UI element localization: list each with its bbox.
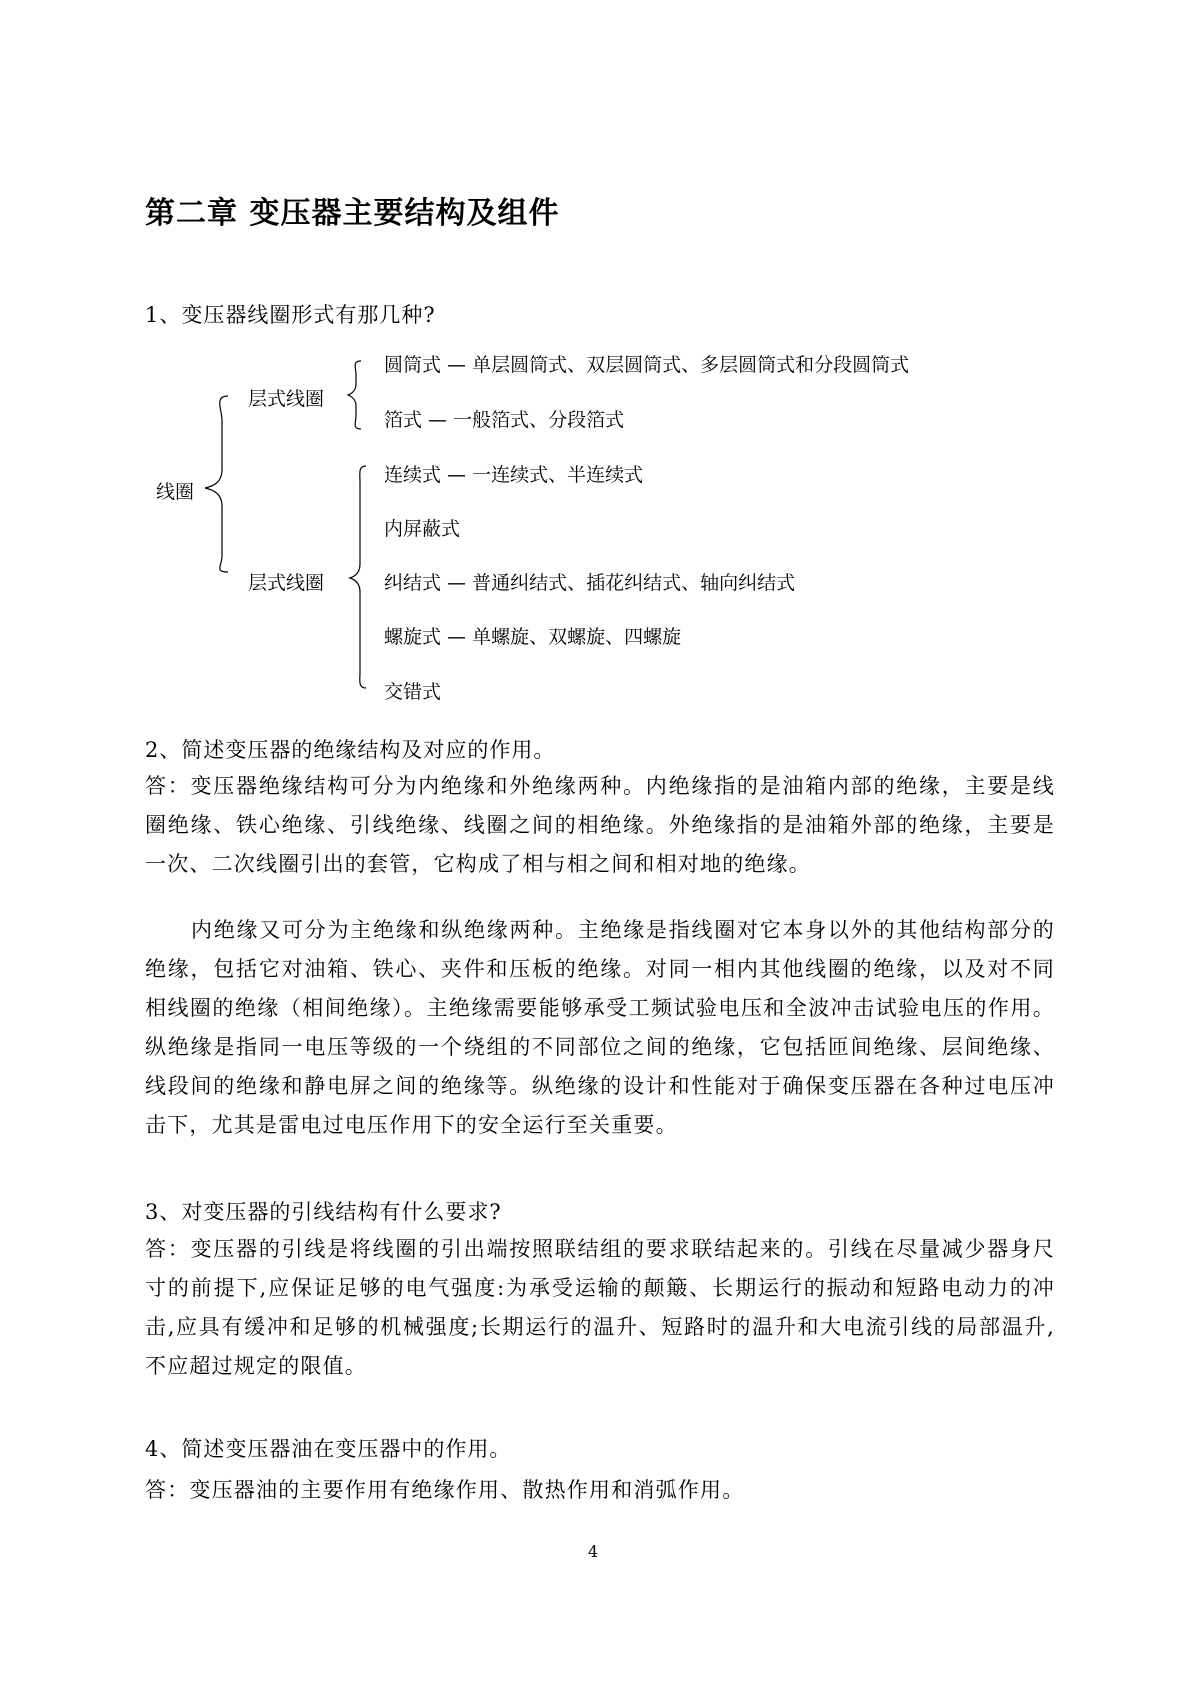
answer-2-paragraph-1: 答：变压器绝缘结构可分为内绝缘和外绝缘两种。内绝缘指的是油箱内部的绝缘，主要是线圈绝缘、铁心绝缘、引线绝缘、线圈之间的相绝缘。外绝缘指的是油箱外部的绝缘，主要是一次、二次线圈引出的套管，它构成了相与相之间和相对地的绝缘。 — [145, 774, 1055, 876]
tree-item: 内屏蔽式 — [384, 518, 461, 540]
tree-root-label: 线圈 — [156, 481, 195, 503]
answer-2-paragraph-2: 内绝缘又可分为主绝缘和纵绝缘两种。主绝缘是指线圈对它本身以外的其他结构部分的绝缘，包括它对油箱、铁心、夹件和压板的绝缘。对同一相内其他线圈的绝缘，以及对不同相线圈的绝缘（相间绝缘）。主绝缘需要能够承受工频试验电压和全波冲击试验电压的作用。纵绝缘是指同一电压等级的一个绕组的不同部位之间的绝缘，它包括匝间绝缘、层间绝缘、线段间的绝缘和静电屏之间的绝缘等。纵绝缘的设计和性能对于确保变压器在各种过电压冲击下，尤其是雷电过电压作用下的安全运行至关重要。 — [145, 918, 1055, 1137]
tree-group1-label: 层式线圈 — [248, 388, 325, 410]
tree-item: 箔式 — 一般箔式、分段箔式 — [384, 409, 625, 431]
page-number: 4 — [588, 1542, 599, 1561]
tree-item: 螺旋式 — 单螺旋、双螺旋、四螺旋 — [384, 626, 682, 648]
question-2: 2、简述变压器的绝缘结构及对应的作用。 — [145, 738, 556, 762]
root-brace — [205, 396, 228, 572]
answer-3: 答：变压器的引线是将线圈的引出端按照联结组的要求联结起来的。引线在尽量减少器身尺寸的前提下,应保证足够的电气强度:为承受运输的颠簸、长期运行的振动和短路电动力的冲击,应具有缓冲和足够的机械强度;长期运行的温升、短路时的温升和大电流引线的局部温升,不应超过规定的限值。 — [145, 1237, 1055, 1378]
tree-item: 交错式 — [384, 681, 442, 703]
group1-brace — [348, 361, 361, 429]
tree-item: 纠结式 — 普通纠结式、插花纠结式、轴向纠结式 — [384, 572, 796, 594]
question-3: 3、对变压器的引线结构有什么要求? — [145, 1200, 502, 1224]
tree-item: 连续式 — 一连续式、半连续式 — [384, 464, 644, 486]
tree-item: 圆筒式 — 单层圆筒式、双层圆筒式、多层圆筒式和分段圆筒式 — [384, 354, 910, 376]
chapter-title: 第二章 变压器主要结构及组件 — [145, 196, 560, 231]
question-1: 1、变压器线圈形式有那几种? — [145, 303, 436, 327]
group2-brace — [350, 466, 366, 688]
tree-group2-label: 层式线圈 — [248, 572, 325, 594]
answer-4: 答：变压器油的主要作用有绝缘作用、散热作用和消弧作用。 — [145, 1478, 745, 1502]
question-4: 4、简述变压器油在变压器中的作用。 — [145, 1437, 512, 1461]
